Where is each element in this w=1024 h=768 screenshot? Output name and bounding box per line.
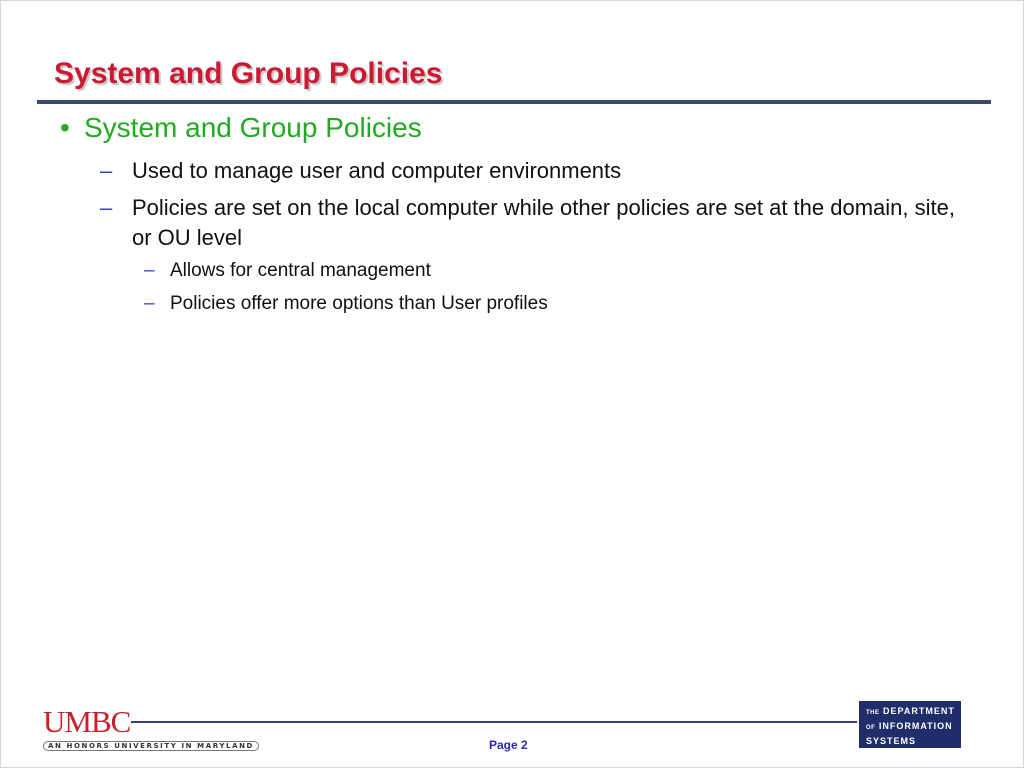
bullet-level2-text: Used to manage user and computer environments (132, 158, 622, 183)
bullet-level2-item (100, 193, 960, 253)
slide-title: System and Group Policies (54, 57, 443, 90)
dash-icon: – (100, 195, 113, 220)
dash-icon: – (100, 158, 113, 183)
bullet-level1 (60, 112, 960, 144)
umbc-logo-wordmark: UMBC (43, 704, 131, 739)
bullet-level2-item (100, 156, 960, 186)
bullet-level1-text: System and Group Policies (84, 112, 422, 143)
umbc-logo (43, 705, 258, 755)
page-number: Page 2 (489, 738, 528, 752)
bullet-level3-text: Allows for central management (170, 260, 431, 281)
bullet-level2-text: Policies are set on the local computer while other policies are set at the domain, site, or OU level (132, 195, 955, 250)
bullet-dot-icon: • (60, 112, 70, 143)
bullet-level3-item (144, 259, 944, 283)
bullet-level3-text: Policies offer more options than User profiles (170, 293, 548, 314)
department-logo-line2: OF INFORMATION (866, 721, 953, 731)
dash-icon: – (144, 260, 155, 281)
department-logo-line1: THE DEPARTMENT (866, 706, 955, 716)
bullet-level3-item (144, 292, 944, 316)
department-logo-line3: SYSTEMS (866, 736, 917, 746)
department-logo (859, 701, 961, 748)
title-divider (37, 100, 991, 104)
umbc-logo-tagline: AN HONORS UNIVERSITY IN MARYLAND (43, 741, 259, 751)
dash-icon: – (144, 293, 155, 314)
